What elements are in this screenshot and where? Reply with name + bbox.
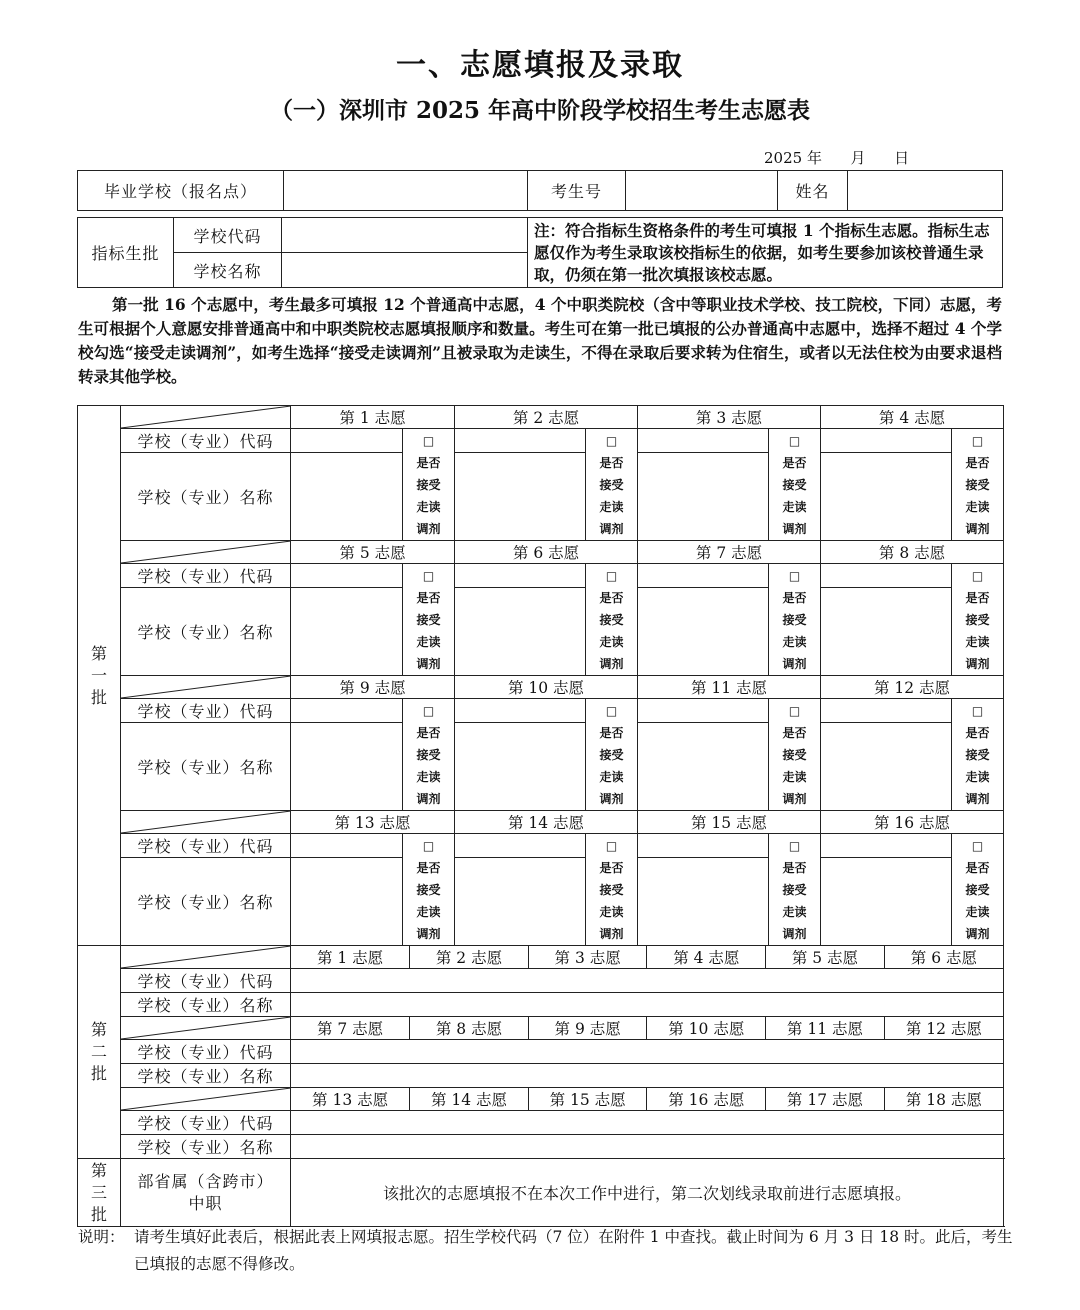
- batch3-label-char: 第: [90, 1160, 107, 1180]
- checkbox-text: 是否: [599, 590, 624, 605]
- batch1-name-field[interactable]: [455, 723, 586, 811]
- checkbox-text: 走读: [782, 499, 807, 514]
- checkbox-text: 接受: [416, 882, 441, 897]
- diagonal-line: [121, 541, 291, 563]
- checkbox-text: 调剂: [965, 791, 990, 806]
- batch2-choice-header: 第 1 志愿: [291, 946, 410, 968]
- checkbox-text: 走读: [782, 904, 807, 919]
- diagonal-line: [121, 406, 291, 428]
- batch2-name-label: 学校（专业）名称: [121, 1135, 291, 1159]
- batch1-code-field[interactable]: [821, 834, 952, 858]
- dayschool-adjust-checkbox[interactable]: [403, 564, 455, 676]
- student-name-field[interactable]: [848, 171, 1003, 211]
- batch2-slot-row: [291, 1017, 1004, 1040]
- checkbox-text: 走读: [782, 634, 807, 649]
- batch2-choice-header: 第 6 志愿: [884, 946, 1003, 968]
- checkbox-text: 是否: [965, 590, 990, 605]
- graduation-school-field[interactable]: [284, 171, 528, 211]
- batch2-slot-row: [291, 1111, 1004, 1135]
- batch2-choice-header: 第 15 志愿: [528, 1088, 647, 1110]
- batch1-name-label: 学校（专业）名称: [121, 588, 291, 676]
- checkbox-icon[interactable]: □: [605, 703, 618, 718]
- checkbox-icon[interactable]: □: [971, 568, 984, 583]
- batch2-slot-row: [291, 1135, 1004, 1159]
- dayschool-adjust-checkbox[interactable]: [952, 699, 1004, 811]
- batch1-choice-header: 第 2 志愿: [455, 406, 638, 429]
- checkbox-text: 是否: [599, 455, 624, 470]
- batch1-code-field[interactable]: [821, 699, 952, 723]
- checkbox-text: 接受: [965, 477, 990, 492]
- batch1-name-field[interactable]: [821, 588, 952, 676]
- batch3-category: 部省属（含跨市）中职: [121, 1159, 291, 1227]
- checkbox-text: 走读: [965, 634, 990, 649]
- checkbox-icon[interactable]: □: [605, 568, 618, 583]
- checkbox-text: 是否: [782, 590, 807, 605]
- checkbox-text: 是否: [782, 860, 807, 875]
- batch1-name-field[interactable]: [638, 858, 769, 946]
- batch1-choice-header: 第 15 志愿: [638, 811, 821, 834]
- batch1-code-label: 学校（专业）代码: [121, 564, 291, 588]
- checkbox-text: 是否: [416, 725, 441, 740]
- batch2-choice-header: 第 9 志愿: [528, 1017, 647, 1039]
- batch1-code-field[interactable]: [455, 699, 586, 723]
- checkbox-icon[interactable]: □: [788, 838, 801, 853]
- checkbox-text: 调剂: [599, 791, 624, 806]
- batch1-label-char: 批: [90, 687, 107, 707]
- batch3-label: [78, 1159, 121, 1227]
- diagonal-line: [121, 676, 291, 698]
- checkbox-icon[interactable]: □: [422, 433, 435, 448]
- batch1-choice-header: 第 16 志愿: [821, 811, 1004, 834]
- checkbox-text: 是否: [965, 725, 990, 740]
- batch2-code-label: 学校（专业）代码: [121, 1111, 291, 1135]
- batch1-choice-header: 第 13 志愿: [291, 811, 455, 834]
- batch1-label: [78, 406, 121, 946]
- batch1-code-label: 学校（专业）代码: [121, 834, 291, 858]
- exam-number-field[interactable]: [626, 171, 778, 211]
- batch2-label-char: 二: [90, 1042, 107, 1061]
- checkbox-icon[interactable]: □: [971, 703, 984, 718]
- checkbox-text: 调剂: [599, 926, 624, 941]
- checkbox-text: 走读: [599, 904, 624, 919]
- batch2-choice-header: 第 16 志愿: [647, 1088, 766, 1110]
- checkbox-icon[interactable]: □: [422, 838, 435, 853]
- batch1-code-field[interactable]: [291, 834, 403, 858]
- batch1-code-field[interactable]: [291, 699, 403, 723]
- checkbox-text: 调剂: [965, 521, 990, 536]
- checkbox-text: 是否: [965, 860, 990, 875]
- checkbox-text: 调剂: [599, 656, 624, 671]
- batch1-name-field[interactable]: [291, 858, 403, 946]
- batch1-name-field[interactable]: [455, 453, 586, 541]
- dayschool-adjust-checkbox[interactable]: [586, 564, 638, 676]
- batch2-code-label: 学校（专业）代码: [121, 969, 291, 993]
- footer-note: [78, 1224, 1018, 1278]
- batch1-code-field[interactable]: [455, 564, 586, 588]
- checkbox-icon[interactable]: □: [971, 838, 984, 853]
- batch1-code-field[interactable]: [638, 699, 769, 723]
- checkbox-text: 调剂: [416, 926, 441, 941]
- diagonal-header-cell: [121, 1088, 291, 1111]
- batch1-name-field[interactable]: [455, 858, 586, 946]
- batch1-choice-header: 第 12 志愿: [821, 676, 1004, 699]
- batch1-name-label: 学校（专业）名称: [121, 723, 291, 811]
- checkbox-text: 是否: [782, 455, 807, 470]
- volunteer-table: [77, 405, 1004, 1227]
- batch1-code-label: 学校（专业）代码: [121, 699, 291, 723]
- batch1-choice-header: 第 9 志愿: [291, 676, 455, 699]
- batch2-slot-row: [291, 1064, 1004, 1088]
- batch2-label-char: 批: [90, 1064, 107, 1083]
- diagonal-header-cell: [121, 811, 291, 834]
- quota-batch-table: [77, 217, 1003, 288]
- checkbox-text: 调剂: [599, 521, 624, 536]
- dayschool-adjust-checkbox[interactable]: [586, 834, 638, 946]
- quota-note: 注：符合指标生资格条件的考生可填报 1 个指标生志愿。指标生志愿仅作为考生录取该校指标生的依据，如考生要参加该校普通生录取，仍须在第一批次填报该校志愿。: [528, 218, 1003, 288]
- batch1-name-label: 学校（专业）名称: [121, 453, 291, 541]
- batch2-label-char: 第: [90, 1020, 107, 1039]
- checkbox-text: 调剂: [782, 521, 807, 536]
- checkbox-text: 走读: [782, 769, 807, 784]
- batch1-choice-header: 第 1 志愿: [291, 406, 455, 429]
- student-info-table: [77, 170, 1003, 211]
- batch2-name-label: 学校（专业）名称: [121, 1064, 291, 1088]
- batch1-code-field[interactable]: [455, 429, 586, 453]
- batch1-name-field[interactable]: [821, 858, 952, 946]
- batch1-choice-header: 第 10 志愿: [455, 676, 638, 699]
- batch2-label: [78, 946, 121, 1159]
- batch1-name-field[interactable]: [291, 588, 403, 676]
- dayschool-adjust-checkbox[interactable]: [586, 429, 638, 541]
- batch2-choice-header: 第 11 志愿: [766, 1017, 885, 1039]
- form-subtitle: （一）深圳市 2025 年高中阶段学校招生考生志愿表: [269, 97, 811, 124]
- checkbox-text: 接受: [599, 612, 624, 627]
- checkbox-icon[interactable]: □: [422, 568, 435, 583]
- batch1-name-field[interactable]: [638, 723, 769, 811]
- checkbox-text: 走读: [599, 634, 624, 649]
- checkbox-text: 接受: [416, 477, 441, 492]
- batch1-choice-header: 第 14 志愿: [455, 811, 638, 834]
- batch2-choice-header: 第 14 志愿: [410, 1088, 529, 1110]
- checkbox-text: 调剂: [416, 521, 441, 536]
- batch1-choice-header: 第 8 志愿: [821, 541, 1004, 564]
- dayschool-adjust-checkbox[interactable]: [769, 699, 821, 811]
- batch2-choice-header: 第 12 志愿: [884, 1017, 1003, 1039]
- batch1-label-char: 一: [90, 665, 107, 685]
- checkbox-icon[interactable]: □: [605, 838, 618, 853]
- batch1-name-field[interactable]: [638, 588, 769, 676]
- checkbox-text: 接受: [599, 477, 624, 492]
- batch1-name-field[interactable]: [455, 588, 586, 676]
- batch2-slot-row: [291, 969, 1004, 993]
- batch1-code-field[interactable]: [291, 429, 403, 453]
- dayschool-adjust-checkbox[interactable]: [952, 429, 1004, 541]
- checkbox-icon[interactable]: □: [971, 433, 984, 448]
- checkbox-text: 调剂: [965, 926, 990, 941]
- batch1-code-field[interactable]: [638, 429, 769, 453]
- checkbox-text: 接受: [965, 747, 990, 762]
- checkbox-text: 调剂: [782, 791, 807, 806]
- diagonal-header-cell: [121, 406, 291, 429]
- batch2-choice-header: 第 10 志愿: [647, 1017, 766, 1039]
- checkbox-text: 调剂: [782, 656, 807, 671]
- checkbox-text: 是否: [416, 590, 441, 605]
- dayschool-adjust-checkbox[interactable]: [952, 834, 1004, 946]
- batch1-choice-header: 第 7 志愿: [638, 541, 821, 564]
- batch1-name-field[interactable]: [821, 453, 952, 541]
- checkbox-text: 走读: [416, 634, 441, 649]
- batch2-choice-header: 第 17 志愿: [766, 1088, 885, 1110]
- checkbox-text: 走读: [599, 769, 624, 784]
- checkbox-text: 走读: [416, 769, 441, 784]
- batch1-choice-header: 第 3 志愿: [638, 406, 821, 429]
- batch2-choice-header: 第 5 志愿: [766, 946, 885, 968]
- batch2-slot-row: [291, 1040, 1004, 1064]
- checkbox-text: 走读: [965, 904, 990, 919]
- exam-number-label: 考生号: [528, 171, 626, 211]
- diagonal-line: [121, 946, 291, 968]
- batch1-code-field[interactable]: [638, 564, 769, 588]
- batch2-slot-row: [291, 1088, 1004, 1111]
- batch1-name-field[interactable]: [291, 453, 403, 541]
- dayschool-adjust-checkbox[interactable]: [403, 429, 455, 541]
- batch2-choice-header: 第 8 志愿: [410, 1017, 529, 1039]
- checkbox-text: 接受: [599, 882, 624, 897]
- checkbox-text: 接受: [599, 747, 624, 762]
- quota-school-name-label: 学校名称: [174, 253, 282, 288]
- checkbox-text: 调剂: [416, 791, 441, 806]
- checkbox-text: 是否: [599, 860, 624, 875]
- dayschool-adjust-checkbox[interactable]: [403, 699, 455, 811]
- checkbox-icon[interactable]: □: [605, 433, 618, 448]
- batch1-code-field[interactable]: [638, 834, 769, 858]
- batch2-code-label: 学校（专业）代码: [121, 1040, 291, 1064]
- checkbox-text: 走读: [965, 499, 990, 514]
- footer-text: 请考生填好此表后，根据此表上网填报志愿。招生学校代码（7 位）在附件 1 中查找。截止时间为 6 月 3 日 18 时。此后，考生已填报的志愿不得修改。: [134, 1228, 1013, 1273]
- diagonal-header-cell: [121, 676, 291, 699]
- checkbox-text: 调剂: [782, 926, 807, 941]
- page-title: 一、志愿填报及录取: [396, 48, 684, 83]
- batch1-code-field[interactable]: [821, 564, 952, 588]
- checkbox-text: 是否: [782, 725, 807, 740]
- checkbox-text: 调剂: [416, 656, 441, 671]
- batch3-description: 该批次的志愿填报不在本次工作中进行，第二次划线录取前进行志愿填报。: [291, 1159, 1004, 1227]
- dayschool-adjust-checkbox[interactable]: [769, 564, 821, 676]
- batch2-slot-row: [291, 993, 1004, 1017]
- batch1-choice-header: 第 11 志愿: [638, 676, 821, 699]
- checkbox-text: 是否: [416, 455, 441, 470]
- intro-paragraph: 第一批 16 个志愿中，考生最多可填报 12 个普通高中志愿，4 个中职类院校（含中等职业技术学校、技工院校，下同）志愿，考生可根据个人意愿安排普通高中和中职类院校志愿填报顺序和数量。考生可在第一批已填报的公办普通高中志愿中，选择不超过 4 个学校勾选“接受走读调剂”，如考生选择“接受走读调剂”且被录取为走读生，不得在录取后要求转为住宿生，或者以无法住校为由要求退档转录其他学校。: [78, 295, 1002, 386]
- checkbox-text: 是否: [416, 860, 441, 875]
- batch1-code-field[interactable]: [291, 564, 403, 588]
- batch2-choice-header: 第 3 志愿: [528, 946, 647, 968]
- date-line: 2025 年 月 日: [764, 149, 910, 167]
- batch2-choice-header: 第 4 志愿: [647, 946, 766, 968]
- checkbox-text: 走读: [416, 499, 441, 514]
- quota-batch-label: 指标生批: [78, 218, 174, 288]
- batch3-label-char: 批: [90, 1204, 107, 1224]
- checkbox-text: 接受: [416, 747, 441, 762]
- dayschool-adjust-checkbox[interactable]: [769, 429, 821, 541]
- batch3-label-char: 三: [90, 1182, 107, 1202]
- batch1-code-field[interactable]: [821, 429, 952, 453]
- footer-key: 说明：: [78, 1228, 125, 1246]
- checkbox-icon[interactable]: □: [788, 568, 801, 583]
- batch2-slot-row: [291, 946, 1004, 969]
- checkbox-text: 接受: [782, 747, 807, 762]
- checkbox-text: 接受: [965, 882, 990, 897]
- batch1-label-char: 第: [90, 643, 107, 663]
- batch1-name-field[interactable]: [638, 453, 769, 541]
- checkbox-text: 接受: [782, 882, 807, 897]
- quota-school-code-label: 学校代码: [174, 218, 282, 253]
- checkbox-text: 接受: [782, 477, 807, 492]
- graduation-school-label: 毕业学校（报名点）: [78, 171, 284, 211]
- checkbox-text: 是否: [599, 725, 624, 740]
- diagonal-line: [121, 1088, 291, 1110]
- checkbox-text: 走读: [416, 904, 441, 919]
- dayschool-adjust-checkbox[interactable]: [769, 834, 821, 946]
- checkbox-text: 调剂: [965, 656, 990, 671]
- batch1-code-field[interactable]: [455, 834, 586, 858]
- checkbox-text: 走读: [965, 769, 990, 784]
- checkbox-icon[interactable]: □: [788, 433, 801, 448]
- diagonal-line: [121, 811, 291, 833]
- diagonal-header-cell: [121, 1017, 291, 1040]
- checkbox-text: 接受: [416, 612, 441, 627]
- student-name-label: 姓名: [778, 171, 848, 211]
- diagonal-header-cell: [121, 946, 291, 969]
- batch2-choice-header: 第 7 志愿: [291, 1017, 410, 1039]
- batch1-name-field[interactable]: [821, 723, 952, 811]
- dayschool-adjust-checkbox[interactable]: [952, 564, 1004, 676]
- batch2-name-label: 学校（专业）名称: [121, 993, 291, 1017]
- diagonal-header-cell: [121, 541, 291, 564]
- dayschool-adjust-checkbox[interactable]: [586, 699, 638, 811]
- checkbox-text: 走读: [599, 499, 624, 514]
- checkbox-icon[interactable]: □: [788, 703, 801, 718]
- batch1-name-field[interactable]: [291, 723, 403, 811]
- diagonal-line: [121, 1017, 291, 1039]
- dayschool-adjust-checkbox[interactable]: [403, 834, 455, 946]
- quota-school-code-field[interactable]: [282, 218, 528, 253]
- batch1-choice-header: 第 4 志愿: [821, 406, 1004, 429]
- batch1-code-label: 学校（专业）代码: [121, 429, 291, 453]
- batch1-choice-header: 第 6 志愿: [455, 541, 638, 564]
- batch1-choice-header: 第 5 志愿: [291, 541, 455, 564]
- checkbox-text: 接受: [782, 612, 807, 627]
- batch2-choice-header: 第 2 志愿: [410, 946, 529, 968]
- checkbox-icon[interactable]: □: [422, 703, 435, 718]
- checkbox-text: 接受: [965, 612, 990, 627]
- batch2-choice-header: 第 18 志愿: [884, 1088, 1003, 1110]
- batch2-choice-header: 第 13 志愿: [291, 1088, 410, 1110]
- quota-school-name-field[interactable]: [282, 253, 528, 288]
- checkbox-text: 是否: [965, 455, 990, 470]
- batch1-name-label: 学校（专业）名称: [121, 858, 291, 946]
